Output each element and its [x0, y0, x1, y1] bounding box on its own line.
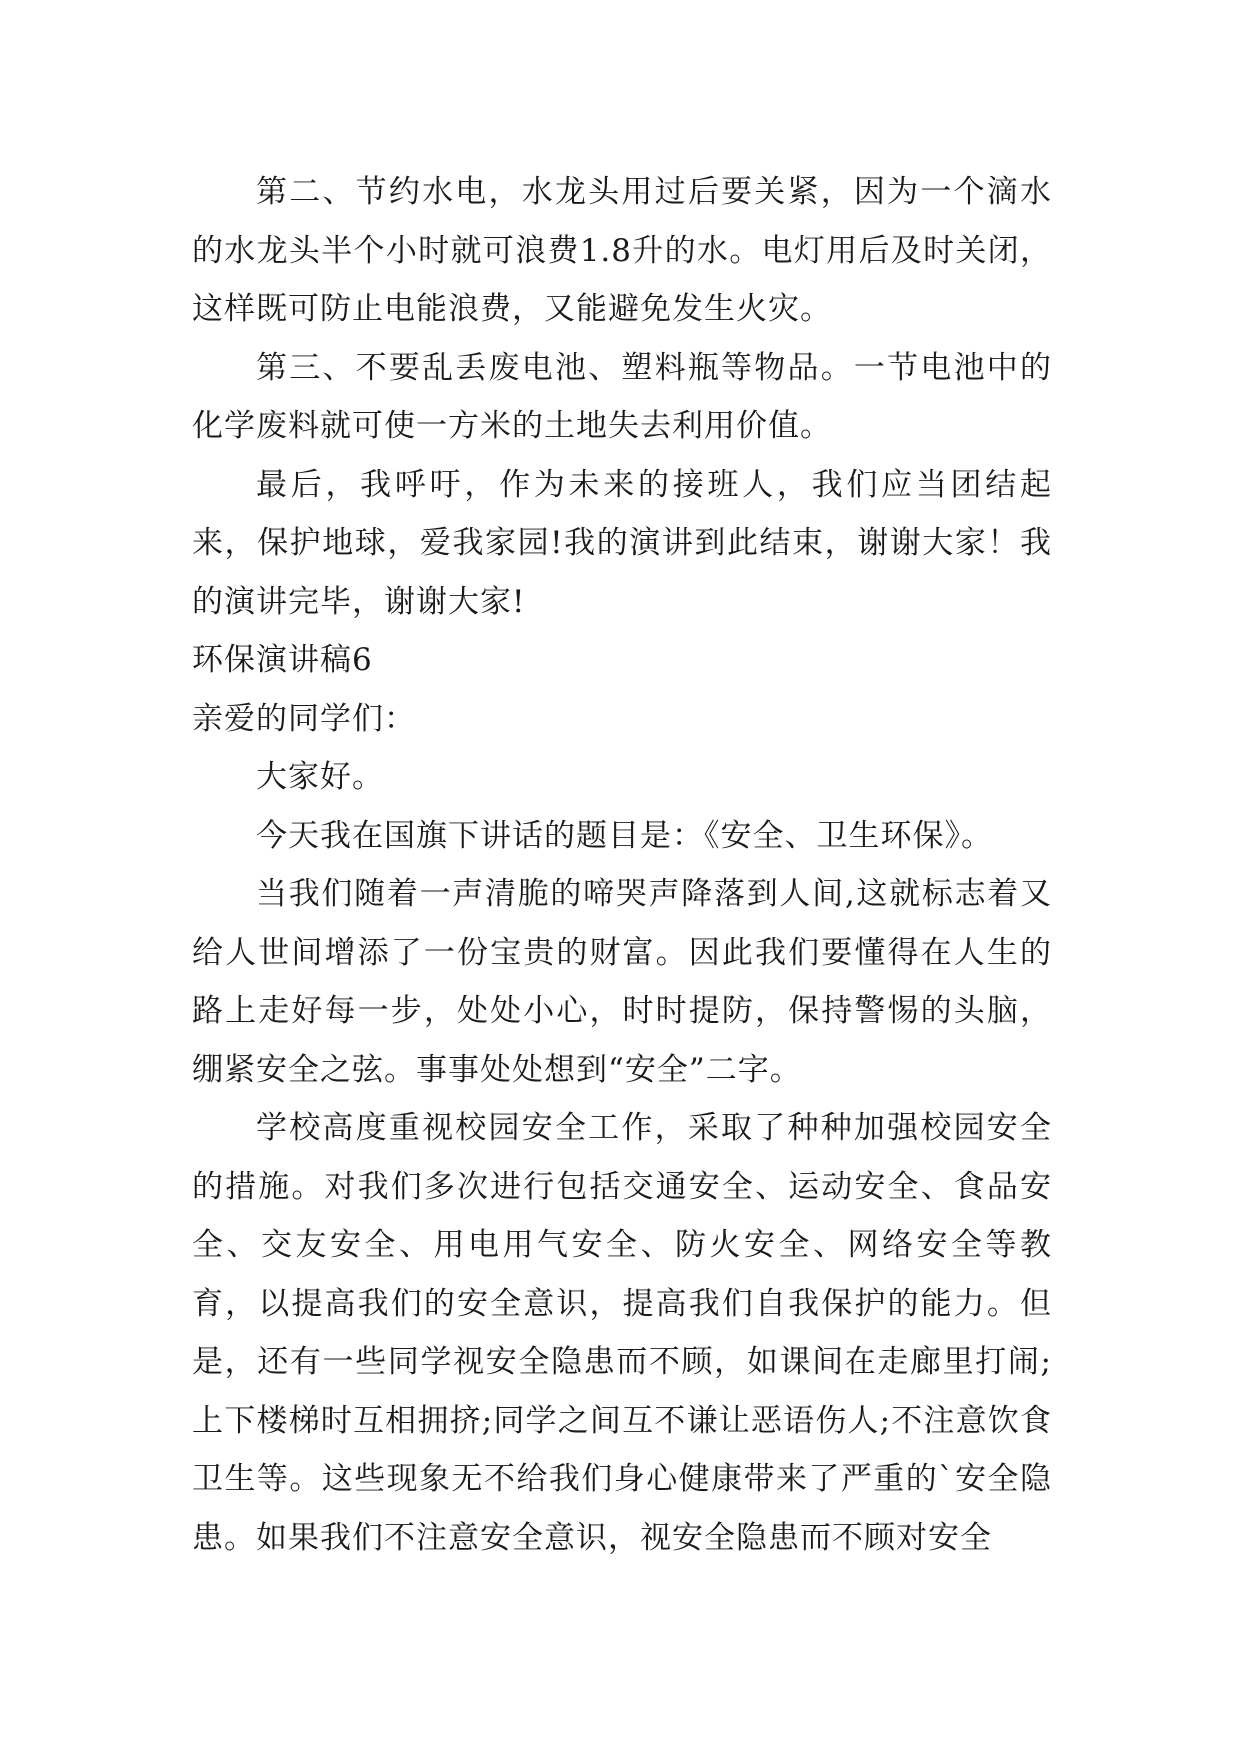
paragraph-school-safety: 学校高度重视校园安全工作，采取了种种加强校园安全的措施。对我们多次进行包括交通安全、运动安全、食品安全、交友安全、用电用气安全、防火安全、网络安全等教育，以提高我们的安全意识，提高我们自我保护的能力。但是，还有一些同学视安全隐患而不顾，如课间在走廊里打闹;上下楼梯时互相拥挤;同学之间互不谦让恶语伤人;不注意饮食卫生等。这些现象无不给我们身心健康带来了严重的`安全隐患。如果我们不注意安全意识，视安全隐患而不顾对安全: [192, 1110, 1052, 1556]
paragraph-safety-awareness: 当我们随着一声清脆的啼哭声降落到人间,这就标志着又给人世间增添了一份宝贵的财富。因此我们要懂得在人生的路上走好每一步，处处小心，时时提防，保持警惕的头脑，绷紧安全之弦。事事处处想到“安全”二字。: [192, 876, 1052, 1088]
speech-topic: 今天我在国旗下讲话的题目是：《安全、卫生环保》。: [256, 817, 993, 854]
paragraph-closing-appeal: 最后，我呼吁，作为未来的接班人，我们应当团结起来，保护地球，爱我家园!我的演讲到此结束，谢谢大家！我的演讲完毕，谢谢大家!: [192, 466, 1052, 620]
paragraph-batteries-bottles: 第三、不要乱丢废电池、塑料瓶等物品。一节电池中的化学废料就可使一方米的土地失去利用价值。: [192, 349, 1052, 444]
document-body: [192, 163, 1052, 1567]
paragraph-save-water-electricity: 第二、节约水电，水龙头用过后要关紧，因为一个滴水的水龙头半个小时就可浪费1.8升的水。电灯用后及时关闭，这样既可防止电能浪费，又能避免发生火灾。: [192, 174, 1052, 327]
greeting: 大家好。: [256, 759, 384, 795]
salutation: 亲爱的同学们：: [192, 700, 416, 737]
section-title: 环保演讲稿6: [192, 642, 373, 678]
